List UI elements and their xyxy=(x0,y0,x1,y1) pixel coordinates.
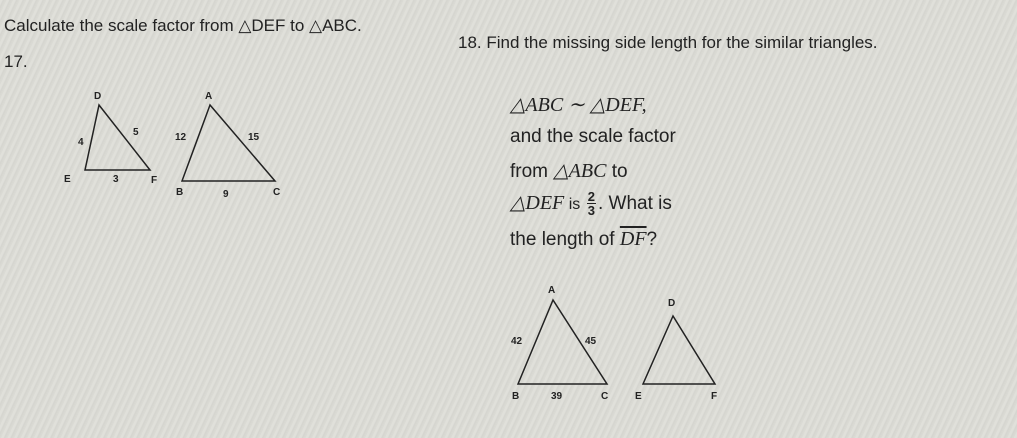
scale-fraction xyxy=(587,190,596,217)
side-df-label: 5 xyxy=(133,127,139,138)
side-ab-label-p18: 42 xyxy=(511,336,523,347)
side-ac-label: 15 xyxy=(248,132,260,143)
vertex-a: A xyxy=(205,91,213,102)
vertex-e: E xyxy=(64,174,71,185)
side-ef-label: 3 xyxy=(113,174,119,185)
side-de-label: 4 xyxy=(78,137,84,148)
triangle-abc-ref: △ABC xyxy=(553,160,607,182)
problem-17-number: 17. xyxy=(4,52,28,71)
side-ac-label-p18: 45 xyxy=(585,336,597,347)
instruction-text: Calculate the scale factor from △DEF to △ABC. xyxy=(4,16,362,35)
to-text: to xyxy=(606,161,628,182)
from-line xyxy=(510,158,628,183)
triangle-def-small xyxy=(85,105,150,170)
vertex-d-p18: D xyxy=(668,298,676,309)
problem-17-figures xyxy=(60,85,300,210)
fraction-numerator: 2 xyxy=(587,189,595,205)
triangle-def-ref: △DEF xyxy=(510,192,565,214)
what-is-text: . What is xyxy=(597,193,672,214)
fraction-denominator: 3 xyxy=(587,203,595,219)
problem-18-heading: 18. Find the missing side length for the similar triangles. xyxy=(458,33,878,52)
side-ab-label: 12 xyxy=(175,132,187,143)
vertex-b-p18: B xyxy=(512,391,520,402)
similarity-statement: △ABC ∼ △DEF, xyxy=(510,94,647,116)
vertex-e-p18: E xyxy=(635,391,642,402)
vertex-a-p18: A xyxy=(548,285,556,296)
side-bc-label-p18: 39 xyxy=(551,391,563,402)
problem-18-figures xyxy=(495,280,735,410)
segment-df: $\overline{DF}$ xyxy=(619,228,647,250)
question-line xyxy=(510,228,657,251)
is-text: is xyxy=(564,196,585,213)
triangle-def-p18 xyxy=(643,316,715,384)
triangle-abc-large xyxy=(182,105,275,181)
vertex-c: C xyxy=(273,187,281,198)
vertex-f-p18: F xyxy=(711,391,718,402)
scale-factor-line: and the scale factor xyxy=(510,126,676,147)
from-text: from xyxy=(510,161,554,182)
vertex-c-p18: C xyxy=(601,391,609,402)
question-mark: ? xyxy=(646,229,658,250)
vertex-f: F xyxy=(151,175,158,186)
length-of-text: the length of xyxy=(510,229,620,250)
scale-value-line xyxy=(510,190,672,217)
vertex-b: B xyxy=(176,187,184,198)
vertex-d: D xyxy=(94,91,102,102)
side-bc-label: 9 xyxy=(223,189,229,200)
